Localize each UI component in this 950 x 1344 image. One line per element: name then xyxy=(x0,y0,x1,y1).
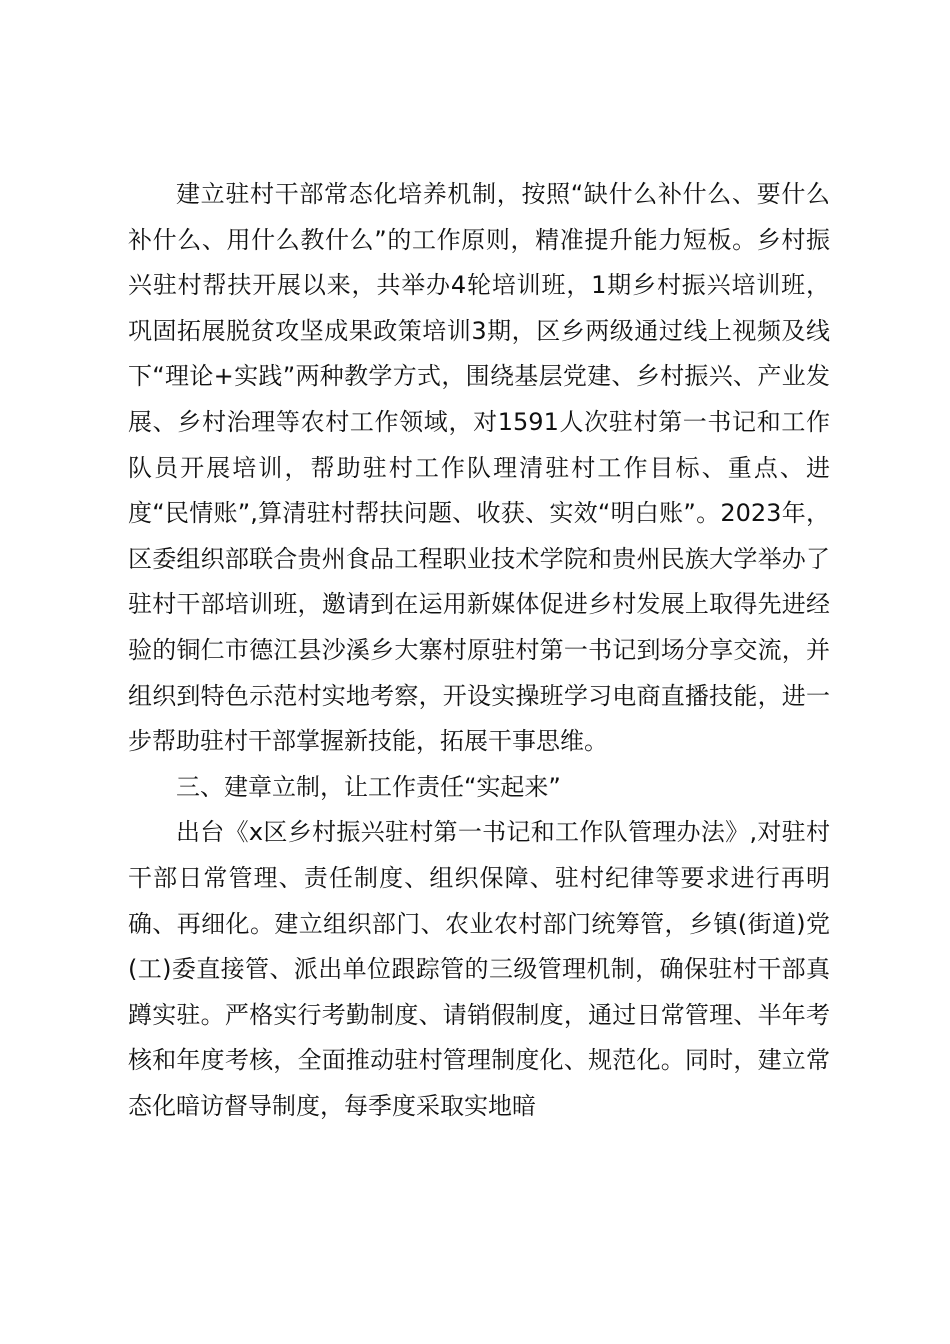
body-paragraph-management: 出台《x区乡村振兴驻村第一书记和工作队管理办法》,对驻村干部日常管理、责任制度、组织保障、驻村纪律等要求进行再明确、再细化。建立组织部门、农业农村部门统筹管，乡镇(街道)党(工)委直接管、派出单位跟踪管的三级管理机制，确保驻村干部真蹲实驻。严格实行考勤制度、请销假制度，通过日常管理、半年考核和年度考核，全面推动驻村管理制度化、规范化。同时，建立常态化暗访督导制度，每季度采取实地暗 xyxy=(128,818,830,1120)
document-body xyxy=(128,172,830,1129)
section-heading: 三、建章立制，让工作责任“实起来” xyxy=(176,772,561,801)
body-paragraph-training: 建立驻村干部常态化培养机制，按照“缺什么补什么、要什么补什么、用什么教什么”的工作原则，精准提升能力短板。乡村振兴驻村帮扶开展以来，共举办4轮培训班，1期乡村振兴培训班，巩固拓展脱贫攻坚成果政策培训3期，区乡两级通过线上视频及线下“理论+实践”两种教学方式，围绕基层党建、乡村振兴、产业发展、乡村治理等农村工作领域，对1591人次驻村第一书记和工作队员开展培训，帮助驻村工作队理清驻村工作目标、重点、进度“民情账”,算清驻村帮扶问题、收获、实效“明白账”。2023年，区委组织部联合贵州食品工程职业技术学院和贵州民族大学举办了驻村干部培训班，邀请到在运用新媒体促进乡村发展上取得先进经验的铜仁市德江县沙溪乡大寨村原驻村第一书记到场分享交流，并组织到特色示范村实地考察，开设实操班学习电商直播技能，进一步帮助驻村干部掌握新技能，拓展干事思维。 xyxy=(128,180,830,756)
